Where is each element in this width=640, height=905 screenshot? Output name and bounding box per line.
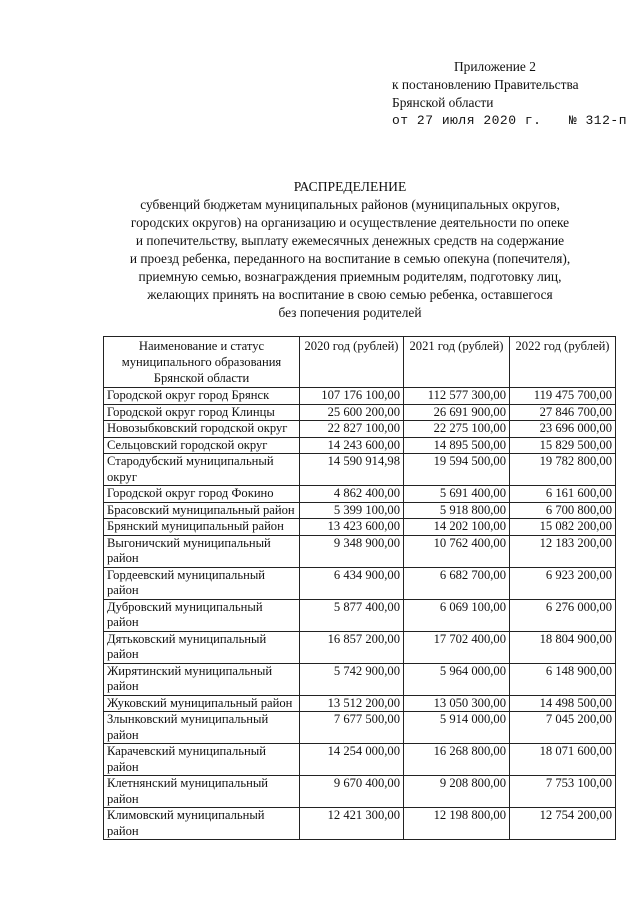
- cell-2022: 6 148 900,00: [510, 663, 616, 695]
- cell-2021: 5 918 800,00: [404, 502, 510, 519]
- cell-2022: 6 276 000,00: [510, 599, 616, 631]
- cell-2021: 16 268 800,00: [404, 744, 510, 776]
- cell-2021: 10 762 400,00: [404, 535, 510, 567]
- header-2020: 2020 год (рублей): [300, 337, 404, 388]
- annex-label: Приложение 2: [454, 59, 536, 74]
- subtitle-line: желающих принять на воспитание в свою семью ребенка, оставшегося: [147, 287, 553, 302]
- table-row: [104, 744, 616, 776]
- annex-date-number: [392, 112, 627, 130]
- cell-2020: 107 176 100,00: [300, 388, 404, 405]
- cell-municipality: Клетнянский муниципальный район: [104, 776, 300, 808]
- document-subtitle: [100, 196, 600, 322]
- cell-2021: 112 577 300,00: [404, 388, 510, 405]
- table-row: [104, 535, 616, 567]
- cell-2021: 5 691 400,00: [404, 486, 510, 503]
- cell-2020: 12 421 300,00: [300, 808, 404, 840]
- annex-date-value: 27 июля 2020 г.: [416, 113, 542, 128]
- table-row: [104, 486, 616, 503]
- cell-2022: 6 700 800,00: [510, 502, 616, 519]
- cell-2020: 7 677 500,00: [300, 712, 404, 744]
- cell-2022: 14 498 500,00: [510, 695, 616, 712]
- table-row: [104, 776, 616, 808]
- cell-municipality: Брянский муниципальный район: [104, 519, 300, 536]
- cell-municipality: Жирятинский муниципальный район: [104, 663, 300, 695]
- cell-municipality: Городской округ город Фокино: [104, 486, 300, 503]
- cell-2020: 22 827 100,00: [300, 421, 404, 438]
- cell-2022: 12 754 200,00: [510, 808, 616, 840]
- cell-2021: 14 202 100,00: [404, 519, 510, 536]
- cell-2021: 22 275 100,00: [404, 421, 510, 438]
- annex-date-prefix: от: [392, 113, 409, 128]
- table-row: [104, 808, 616, 840]
- cell-2021: 19 594 500,00: [404, 454, 510, 486]
- annex-number-value: 312-п: [585, 113, 627, 128]
- cell-municipality: Брасовский муниципальный район: [104, 502, 300, 519]
- cell-2020: 13 512 200,00: [300, 695, 404, 712]
- cell-2020: 14 243 600,00: [300, 437, 404, 454]
- cell-2022: 6 923 200,00: [510, 567, 616, 599]
- cell-municipality: Новозыбковский городской округ: [104, 421, 300, 438]
- cell-municipality: Стародубский муниципальный округ: [104, 454, 300, 486]
- annex-header: [392, 58, 627, 130]
- cell-2020: 6 434 900,00: [300, 567, 404, 599]
- cell-municipality: Сельцовский городской округ: [104, 437, 300, 454]
- cell-2020: 9 348 900,00: [300, 535, 404, 567]
- header-2022: 2022 год (рублей): [510, 337, 616, 388]
- table-row: [104, 695, 616, 712]
- distribution-table: [103, 336, 616, 840]
- annex-decree-ref: к постановлению Правительства: [392, 77, 579, 92]
- table-row: [104, 388, 616, 405]
- cell-2022: 23 696 000,00: [510, 421, 616, 438]
- annex-region: Брянской области: [392, 95, 494, 110]
- cell-2022: 15 829 500,00: [510, 437, 616, 454]
- cell-municipality: Городской округ город Клинцы: [104, 404, 300, 421]
- subtitle-line: и попечительству, выплату ежемесячных денежных средств на содержание: [135, 233, 565, 248]
- document-title: РАСПРЕДЕЛЕНИЕ: [293, 179, 407, 194]
- cell-2021: 5 914 000,00: [404, 712, 510, 744]
- cell-2021: 17 702 400,00: [404, 631, 510, 663]
- header-municipality: Наименование и статус муниципального образования Брянской области: [104, 337, 300, 388]
- cell-2021: 9 208 800,00: [404, 776, 510, 808]
- cell-2020: 14 254 000,00: [300, 744, 404, 776]
- cell-2020: 4 862 400,00: [300, 486, 404, 503]
- table-row: [104, 454, 616, 486]
- subtitle-line: приемную семью, вознаграждения приемным родителям, подготовку лиц,: [138, 269, 562, 284]
- cell-2021: 6 682 700,00: [404, 567, 510, 599]
- cell-2020: 13 423 600,00: [300, 519, 404, 536]
- table-row: [104, 599, 616, 631]
- cell-2020: 5 742 900,00: [300, 663, 404, 695]
- cell-2020: 16 857 200,00: [300, 631, 404, 663]
- table-row: [104, 404, 616, 421]
- cell-2022: 19 782 800,00: [510, 454, 616, 486]
- cell-2020: 14 590 914,98: [300, 454, 404, 486]
- table-header: [104, 337, 616, 388]
- table-row: [104, 519, 616, 536]
- cell-2022: 6 161 600,00: [510, 486, 616, 503]
- cell-2022: 18 071 600,00: [510, 744, 616, 776]
- cell-municipality: Гордеевский муниципальный район: [104, 567, 300, 599]
- cell-2022: 18 804 900,00: [510, 631, 616, 663]
- cell-2022: 15 082 200,00: [510, 519, 616, 536]
- table-header-row: [104, 337, 616, 388]
- document-title-block: [100, 178, 600, 322]
- cell-municipality: Дубровский муниципальный район: [104, 599, 300, 631]
- cell-municipality: Дятьковский муниципальный район: [104, 631, 300, 663]
- cell-2020: 9 670 400,00: [300, 776, 404, 808]
- subtitle-line: без попечения родителей: [278, 305, 422, 320]
- subtitle-line: городских округов) на организацию и осуществление деятельности по опеке: [130, 215, 570, 230]
- cell-2021: 14 895 500,00: [404, 437, 510, 454]
- table-row: [104, 437, 616, 454]
- cell-2020: 5 399 100,00: [300, 502, 404, 519]
- table-row: [104, 712, 616, 744]
- cell-2022: 119 475 700,00: [510, 388, 616, 405]
- cell-municipality: Карачевский муниципальный район: [104, 744, 300, 776]
- cell-2021: 6 069 100,00: [404, 599, 510, 631]
- cell-municipality: Жуковский муниципальный район: [104, 695, 300, 712]
- cell-2021: 12 198 800,00: [404, 808, 510, 840]
- annex-date: [392, 112, 541, 130]
- table-row: [104, 567, 616, 599]
- cell-municipality: Выгоничский муниципальный район: [104, 535, 300, 567]
- cell-municipality: Городской округ город Брянск: [104, 388, 300, 405]
- cell-2022: 7 045 200,00: [510, 712, 616, 744]
- cell-2021: 13 050 300,00: [404, 695, 510, 712]
- subtitle-line: и проезд ребенка, переданного на воспитание в семью опекуна (попечителя),: [129, 251, 571, 266]
- table-row: [104, 502, 616, 519]
- cell-2022: 27 846 700,00: [510, 404, 616, 421]
- cell-2020: 5 877 400,00: [300, 599, 404, 631]
- table-row: [104, 663, 616, 695]
- annex-number: [569, 112, 627, 130]
- cell-2022: 12 183 200,00: [510, 535, 616, 567]
- table-body: [104, 388, 616, 840]
- annex-number-prefix: №: [568, 113, 578, 128]
- table-row: [104, 631, 616, 663]
- cell-municipality: Злынковский муниципальный район: [104, 712, 300, 744]
- header-2021: 2021 год (рублей): [404, 337, 510, 388]
- cell-2021: 26 691 900,00: [404, 404, 510, 421]
- cell-municipality: Климовский муниципальный район: [104, 808, 300, 840]
- table-row: [104, 421, 616, 438]
- cell-2022: 7 753 100,00: [510, 776, 616, 808]
- subtitle-line: субвенций бюджетам муниципальных районов (муниципальных округов,: [140, 197, 560, 212]
- cell-2020: 25 600 200,00: [300, 404, 404, 421]
- cell-2021: 5 964 000,00: [404, 663, 510, 695]
